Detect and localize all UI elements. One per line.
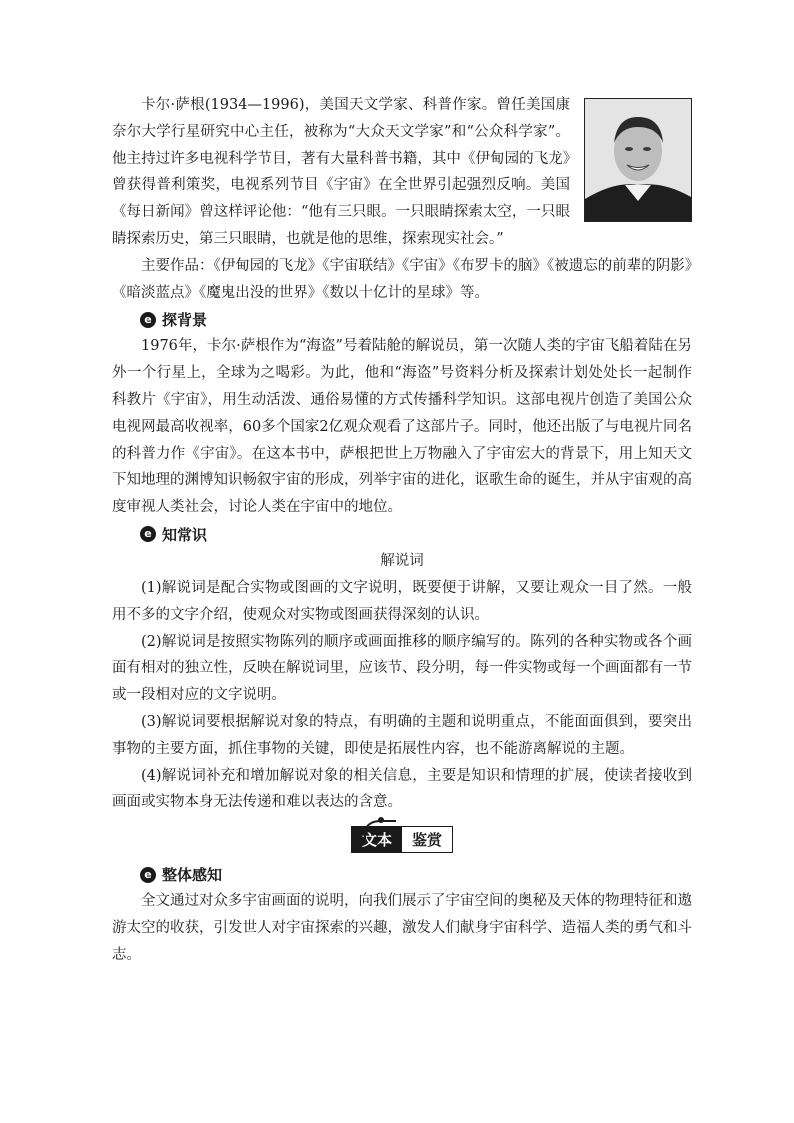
banner-arc-decoration <box>364 820 396 844</box>
overall-text: 全文通过对众多宇宙画面的说明，向我们展示了宇宙空间的奥秘及天体的物理特征和遨游太空的收获，引发世人对宇宙探索的兴趣，激发人们献身宇宙科学、造福人类的勇气和斗志。 <box>112 893 692 963</box>
section-background-title: 探背景 <box>162 311 208 330</box>
author-intro-text <box>112 92 570 253</box>
knowledge-item-2: (2)解说词是按照实物陈列的顺序或画面推移的顺序编写的。陈列的各种实物或各个画面有相对的独立性，反映在解说词里，应该节、段分明，每一件实物或每一个画面都有一节或一段相对应的文字说明。 <box>112 633 692 704</box>
knowledge-item-1: (1)解说词是配合实物或图画的文字说明，既要便于讲解，又要让观众一目了然。一般用不多的文字介绍，使观众对实物或图画获得深刻的认识。 <box>112 579 692 623</box>
knowledge-item-3: (3)解说词要根据解说对象的特点，有明确的主题和说明重点，不能面面俱到，要突出事物的主要方面，抓住事物的关键，即使是拓展性内容，也不能游离解说的主题。 <box>112 713 692 757</box>
author-intro <box>112 92 692 253</box>
e-circle-icon: e <box>140 526 156 542</box>
section-overall-heading <box>140 861 692 888</box>
text-appreciation-banner <box>112 826 692 853</box>
e-circle-icon: e <box>140 312 156 328</box>
e-circle-icon: e <box>140 867 156 883</box>
author-portrait-photo <box>584 98 692 222</box>
background-text: 1976年，卡尔·萨根作为“海盗”号着陆舱的解说员，第一次随人类的宇宙飞船着陆在另外一个行星上，全球为之喝彩。为此，他和“海盗”号资料分析及探索计划处处长一起制作科教片《宇宙》，用生动活泼、通俗易懂的方式传播科学知识。这部电视片创造了美国公众电视网最高收视率，60多个国家2亿观众观看了这部片子。同时，他还出版了与电视片同名的科普力作《宇宙》。在这本书中，萨根把世上万物融入了宇宙宏大的背景下，用上知天文下知地理的渊博知识畅叙宇宙的形成，列举宇宙的进化，讴歌生命的诞生，并从宇宙观的高度审视人类社会，讨论人类在宇宙中的地位。 <box>112 338 692 516</box>
section-overall-title: 整体感知 <box>162 866 223 885</box>
author-bio: 卡尔·萨根(1934—1996)，美国天文学家、科普作家。曾任美国康奈尔大学行星研究中心主任，被称为“大众天文学家”和“公众科学家”。他主持过许多电视科学节目，著有大量科普书籍，其中《伊甸园的飞龙》曾获得普利策奖，电视系列节目《宇宙》在全世界引起强烈反响。美国《每日新闻》曾这样评论他：“他有三只眼。一只眼睛探索太空，一只眼睛探索历史，第三只眼睛，也就是他的思维，探索现实社会。” <box>112 97 570 247</box>
section-knowledge-title: 知常识 <box>162 525 208 544</box>
banner-part1: 文本 <box>352 827 402 852</box>
portrait-icon <box>585 99 691 221</box>
document-page <box>112 92 692 969</box>
knowledge-subtitle: 解说词 <box>380 552 424 569</box>
section-background-heading <box>140 306 692 333</box>
banner-part2: 鉴赏 <box>402 827 452 852</box>
author-works: 主要作品：《伊甸园的飞龙》《宇宙联结》《宇宙》《布罗卡的脑》《被遗忘的前辈的阴影》《暗淡蓝点》《魔鬼出没的世界》《数以十亿计的星球》等。 <box>112 257 692 301</box>
section-knowledge-heading <box>140 521 692 548</box>
knowledge-item-4: (4)解说词补充和增加解说对象的相关信息，主要是知识和情理的扩展，使读者接收到画面或实物本身无法传递和难以表达的含意。 <box>112 767 692 811</box>
